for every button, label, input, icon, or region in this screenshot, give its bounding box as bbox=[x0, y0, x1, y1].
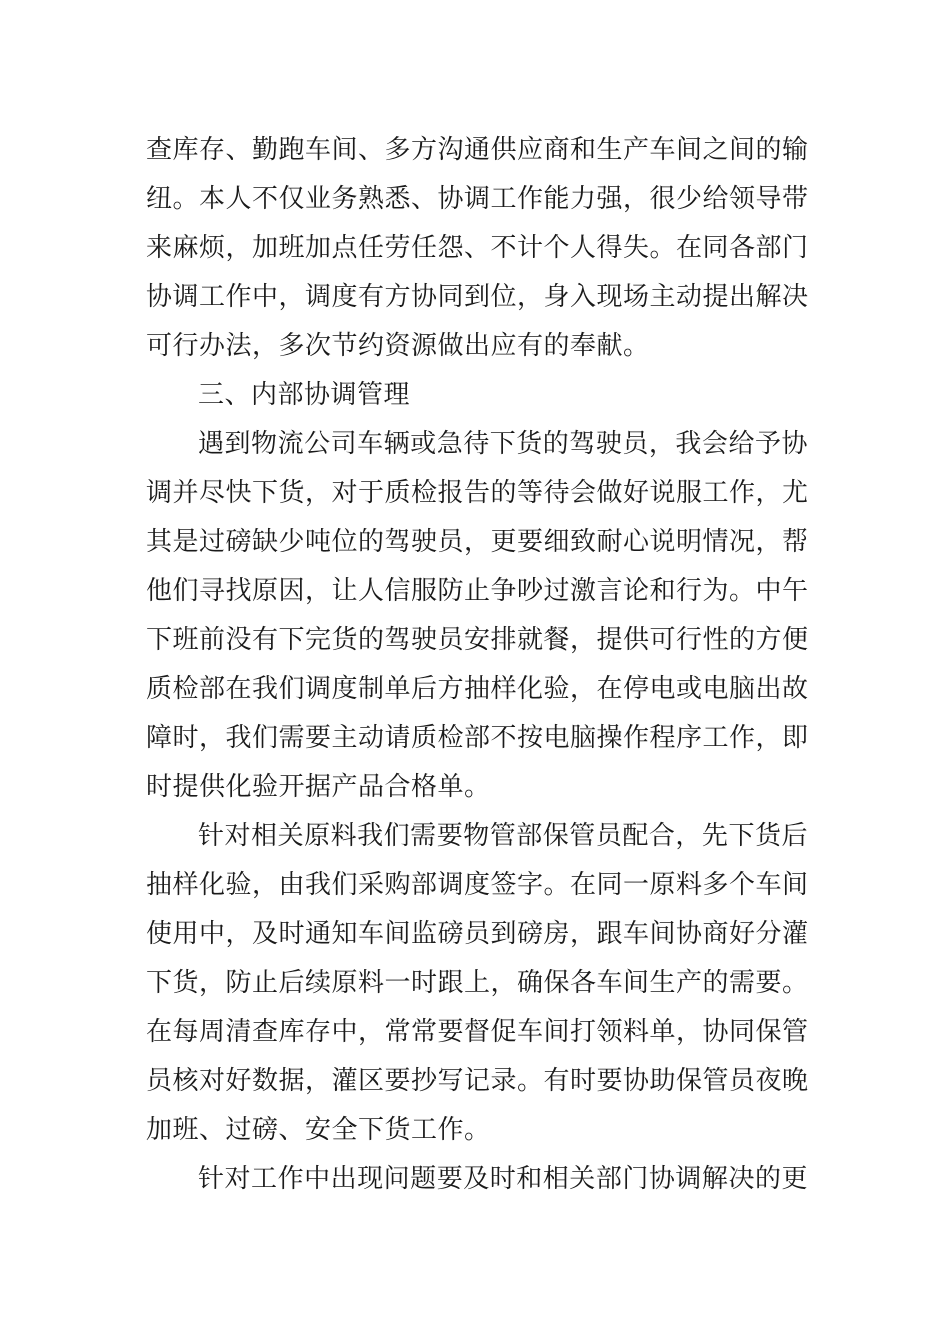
paragraph-supply-coordination bbox=[146, 126, 808, 371]
text-line: 抽样化验，由我们采购部调度签字。在同一原料多个车间 bbox=[146, 870, 809, 900]
text-line: 他们寻找原因，让人信服防止争吵过激言论和行为。中午 bbox=[146, 576, 809, 606]
text-line: 其是过磅缺少吨位的驾驶员，更要细致耐心说明情况，帮 bbox=[146, 527, 809, 557]
paragraph-material-coordination bbox=[146, 812, 808, 1155]
paragraph-problem-resolution bbox=[146, 1155, 808, 1204]
text-line: 针对相关原料我们需要物管部保管员配合，先下货后 bbox=[198, 821, 808, 851]
text-line: 遇到物流公司车辆或急待下货的驾驶员，我会给予协 bbox=[198, 429, 808, 459]
text-line: 在每周清查库存中，常常要督促车间打领料单，协同保管 bbox=[146, 1017, 809, 1047]
text-line: 调并尽快下货，对于质检报告的等待会做好说服工作，尤 bbox=[146, 478, 809, 508]
text-line: 来麻烦，加班加点任劳任怨、不计个人得失。在同各部门 bbox=[146, 233, 809, 263]
document-body bbox=[146, 126, 808, 1204]
text-line: 质检部在我们调度制单后方抽样化验，在停电或电脑出故 bbox=[146, 674, 809, 704]
text-line: 纽。本人不仅业务熟悉、协调工作能力强，很少给领导带 bbox=[146, 184, 809, 214]
text-line: 使用中，及时通知车间监磅员到磅房，跟车间协商好分灌 bbox=[146, 919, 809, 949]
text-line: 查库存、勤跑车间、多方沟通供应商和生产车间之间的输 bbox=[146, 135, 809, 165]
text-line: 下班前没有下完货的驾驶员安排就餐，提供可行性的方便 bbox=[146, 625, 809, 655]
section-heading: 三、内部协调管理 bbox=[198, 380, 411, 410]
text-line: 下货，防止后续原料一时跟上，确保各车间生产的需要。 bbox=[146, 968, 809, 998]
text-line: 加班、过磅、安全下货工作。 bbox=[146, 1115, 491, 1145]
text-line: 障时，我们需要主动请质检部不按电脑操作程序工作，即 bbox=[146, 723, 809, 753]
text-line: 员核对好数据，灌区要抄写记录。有时要协助保管员夜晚 bbox=[146, 1066, 809, 1096]
text-line: 可行办法，多次节约资源做出应有的奉献。 bbox=[146, 331, 650, 361]
text-line: 协调工作中，调度有方协同到位，身入现场主动提出解决 bbox=[146, 282, 809, 312]
paragraph-driver-coordination bbox=[146, 420, 808, 812]
text-line: 时提供化验开据产品合格单。 bbox=[146, 772, 491, 802]
text-line: 针对工作中出现问题要及时和相关部门协调解决的更 bbox=[198, 1164, 808, 1194]
